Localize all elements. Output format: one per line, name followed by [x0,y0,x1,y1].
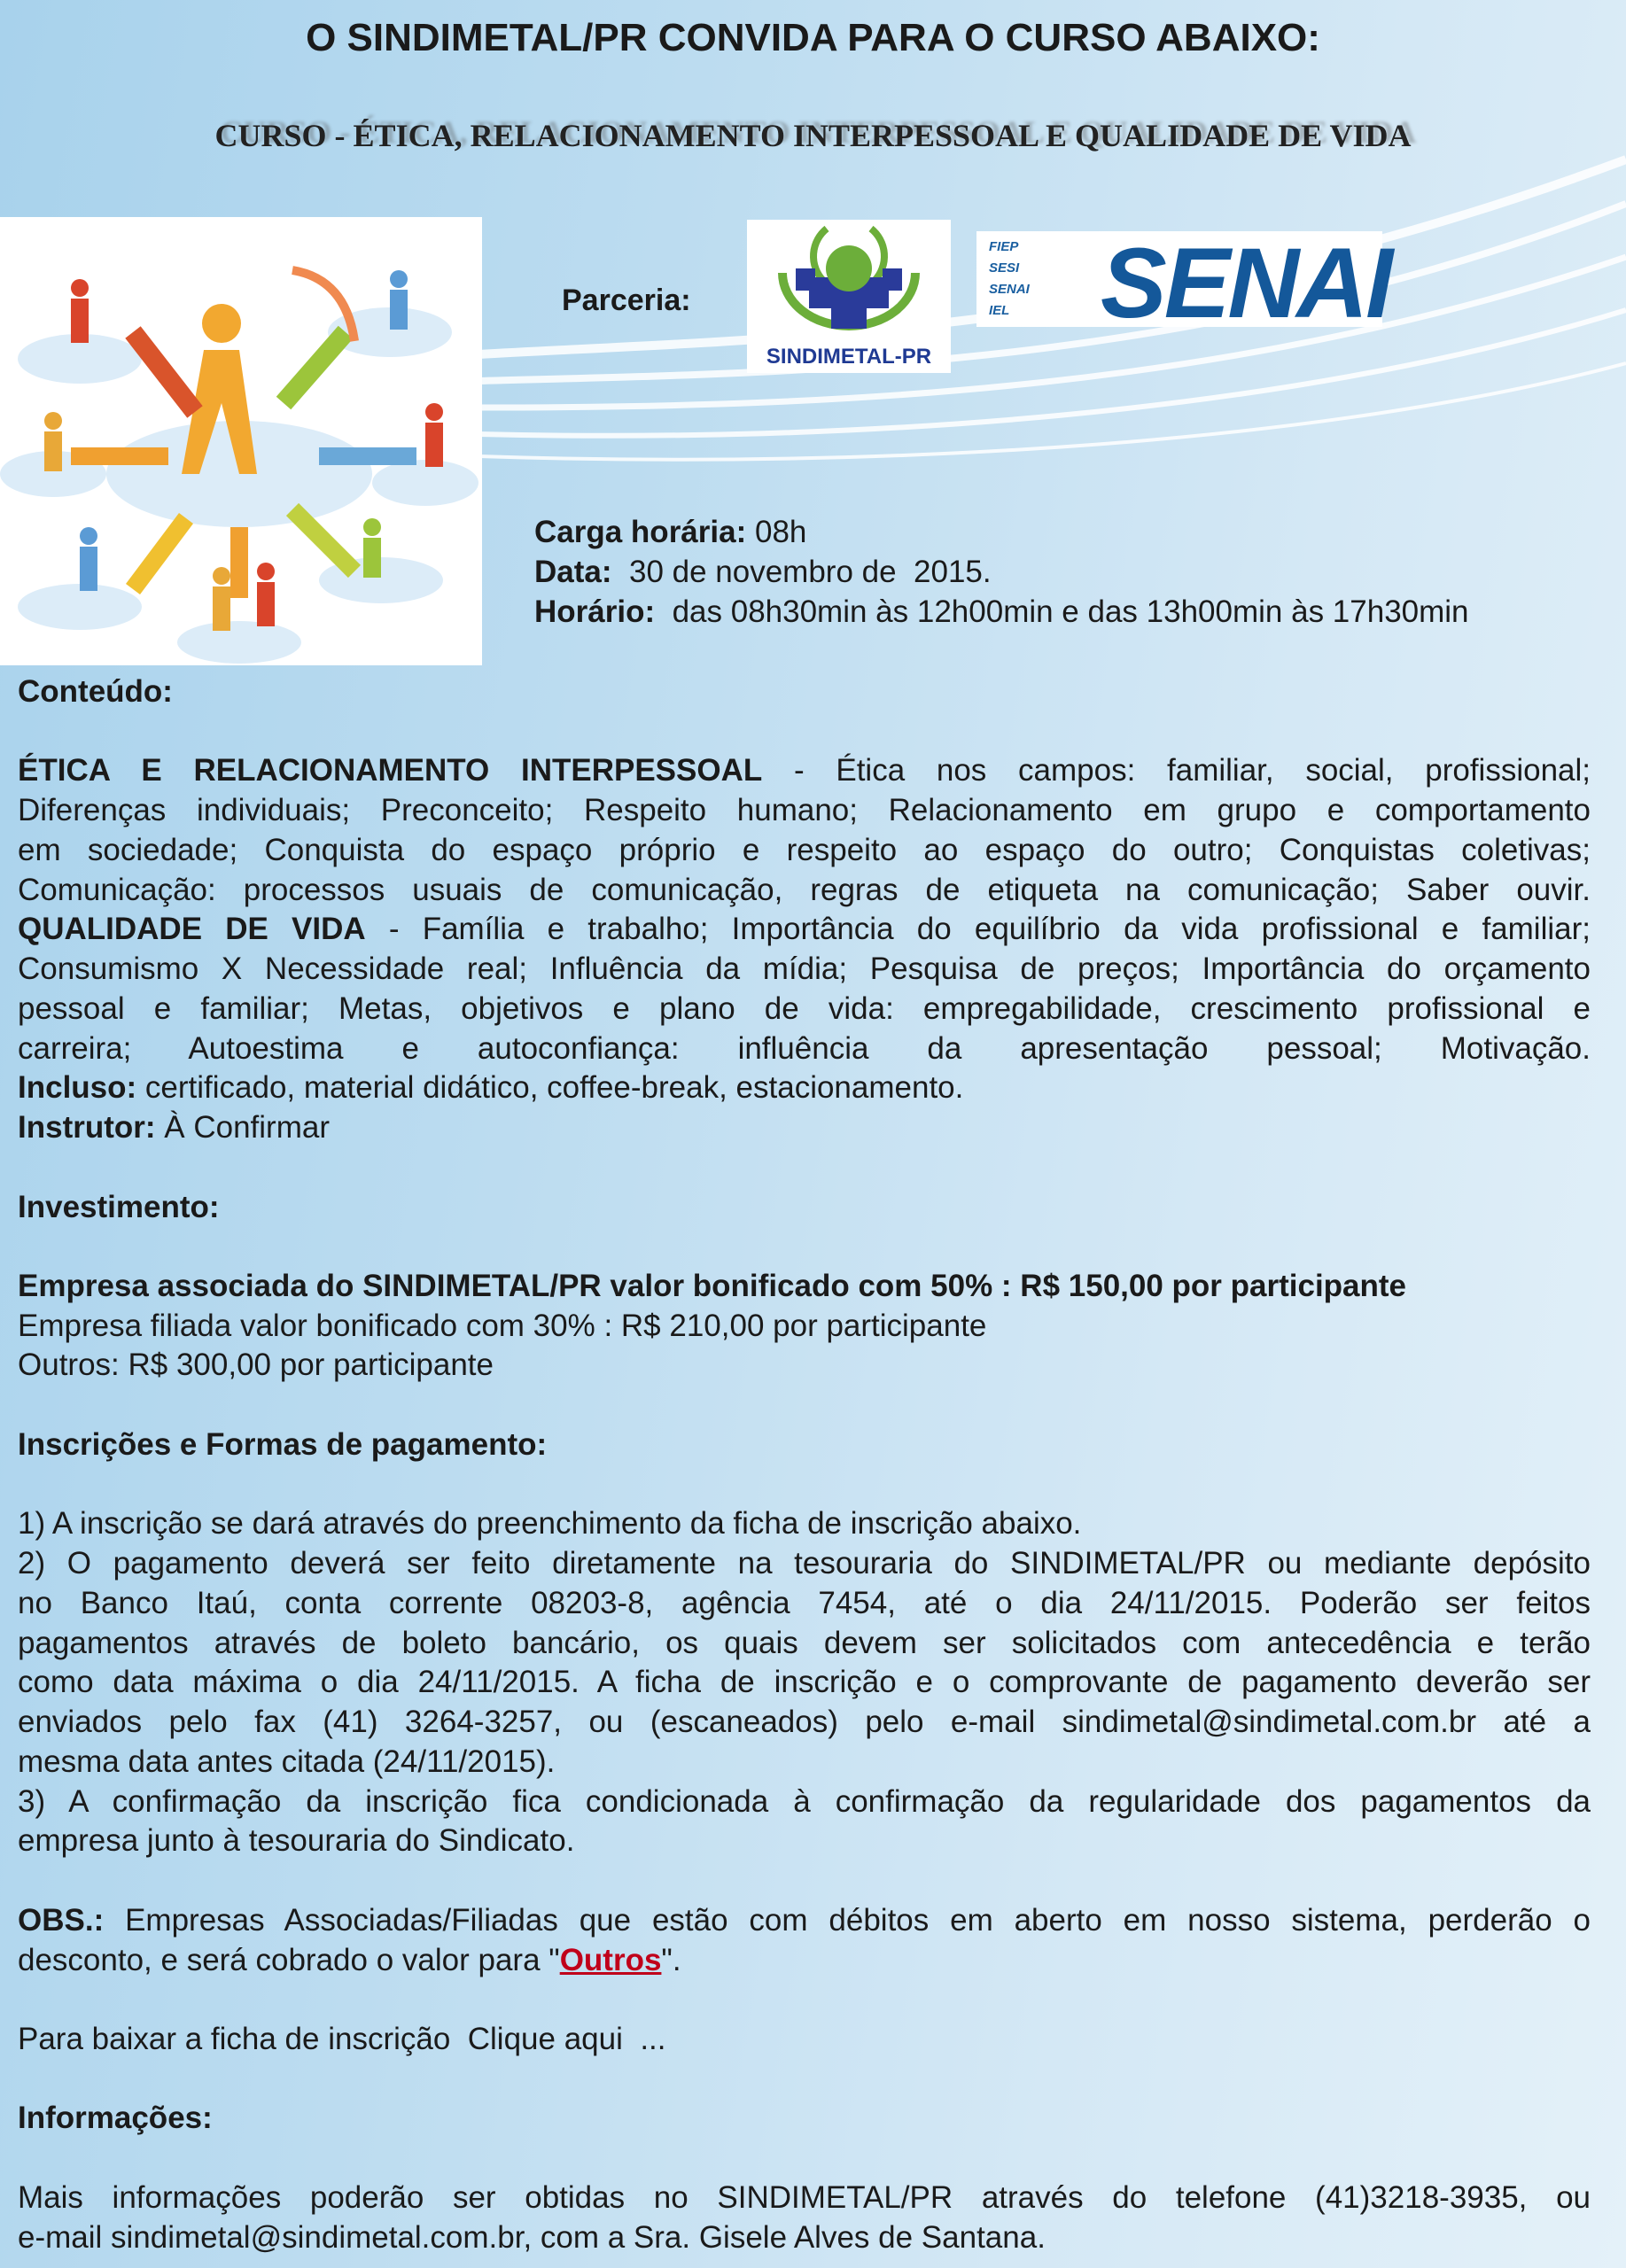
content-text: Diferenças individuais; Preconceito; Respeito humano; Relacionamento em grupo e comportamento [18,793,1591,828]
content-text: 2) O pagamento deverá ser feito diretamente na tesouraria do SINDIMETAL/PR ou mediante depósito [18,1546,1591,1581]
content-line [18,2179,1591,2218]
content-line [18,1901,1591,1941]
content-line [18,672,1591,712]
content-line [18,1068,1591,1108]
schedule-line [534,592,1469,632]
content-line [18,1821,1591,1861]
content-line [18,990,1591,1029]
content-line [18,1267,1591,1307]
content-line [18,712,1591,752]
content-line [18,2099,1591,2139]
fiep-text: FIEP [989,239,1019,254]
content-text: carreira; Autoestima e autoconfiança: influência da apresentação pessoal; Motivação. [18,1030,1591,1066]
content-text: mesma data antes citada (24/11/2015). [18,1744,556,1779]
content-line [18,1743,1591,1783]
content-line [18,1624,1591,1664]
course-title: CURSO - ÉTICA, RELACIONAMENTO INTERPESSOAL E QUALIDADE DE VIDA [214,118,1412,153]
content-text: - Ética nos campos: familiar, social, profissional; [762,753,1591,788]
content-heading: Inscrições e Formas de pagamento: [18,1426,548,1462]
content-text: Comunicação: processos usuais de comunicação, regras de etiqueta na comunicação; Saber ouvir. [18,872,1591,907]
content-line [18,1703,1591,1743]
content-line [18,950,1591,990]
content-line [18,1188,1591,1228]
content-text: Consumismo X Necessidade real; Influência da mídia; Pesquisa de preços; Importância do orçamento [18,951,1591,987]
content-text: 3) A confirmação da inscrição fica condicionada à confirmação da regularidade dos pagamentos da [18,1783,1591,1819]
content-line [18,1386,1591,1425]
content-line [18,1783,1591,1822]
date-value: 30 de novembro de 2015. [611,555,992,589]
content-heading: ÉTICA E RELACIONAMENTO INTERPESSOAL [18,753,763,788]
page-title: O SINDIMETAL/PR CONVIDA PARA O CURSO ABAIXO: [306,16,1320,59]
content-line [18,1108,1591,1148]
date-label: Data: [534,555,612,589]
content-text: certificado, material didático, coffee-break, estacionamento. [136,1070,964,1106]
course-info [534,512,1469,632]
content-text: no Banco Itaú, conta corrente 08203-8, agência 7454, até o dia 24/11/2015. Poderão ser feitos [18,1585,1591,1620]
content-line [18,1544,1591,1584]
content-text: como data máxima o dia 24/11/2015. A ficha de inscrição e o comprovante de pagamento deverão ser [18,1665,1591,1700]
content-line [18,791,1591,831]
course-content [18,672,1591,2257]
schedule-label: Horário: [534,594,656,629]
content-line [18,1346,1591,1386]
senai-small-text: SENAI [989,282,1030,297]
content-text: Empresa filiada valor bonificado com 30% : R$ 210,00 por participante [18,1308,987,1343]
content-line [18,1148,1591,1188]
content-heading: Investimento: [18,1189,220,1224]
content-text: - Família e trabalho; Importância do equilíbrio da vida profissional e familiar; [365,912,1591,947]
networking-illustration [0,217,482,665]
content-line [18,1980,1591,2020]
date-line [534,552,1469,592]
content-heading: Instrutor: [18,1110,156,1146]
content-line [18,2218,1591,2258]
iel-text: IEL [989,303,1010,318]
partnership-label: Parceria: [562,284,691,317]
content-text: empresa junto à tesouraria do Sindicato. [18,1823,575,1859]
content-heading: OBS.: [18,1902,105,1938]
content-heading: Informações: [18,2101,213,2136]
sindimetal-logo: SINDIMETAL-PR [747,220,951,373]
content-text: Mais informações poderão ser obtidas no SINDIMETAL/PR através do telefone (41)3218-3935, ou [18,2179,1591,2215]
content-text: pagamentos através de boleto bancário, os quais devem ser solicitados com antecedência e terão [18,1625,1591,1660]
content-line [18,1663,1591,1703]
content-text: Empresas Associadas/Filiadas que estão com débitos em aberto em nosso sistema, perderão o [104,1902,1591,1938]
content-text: À Confirmar [155,1110,330,1146]
content-text: ". [661,1942,681,1977]
content-line [18,871,1591,911]
content-heading: Conteúdo: [18,674,173,709]
content-line [18,2060,1591,2100]
content-line [18,1584,1591,1624]
content-line [18,2139,1591,2179]
sesi-text: SESI [989,260,1020,276]
content-line [18,1227,1591,1267]
content-heading: QUALIDADE DE VIDA [18,912,366,947]
content-line [18,1465,1591,1505]
content-line [18,1861,1591,1901]
content-line [18,1941,1591,1981]
workload-value: 08h [746,515,807,549]
content-text: enviados pelo fax (41) 3264-3257, ou (escaneados) pelo e-mail sindimetal@sindimetal.com.br até a [18,1705,1591,1740]
content-text: pessoal e familiar; Metas, objetivos e plano de vida: empregabilidade, crescimento profissional e [18,990,1591,1026]
content-heading: Empresa associada do SINDIMETAL/PR valor bonificado com 50% : R$ 150,00 por participante [18,1269,1407,1304]
outros-link[interactable]: Outros [559,1942,662,1977]
workload-label: Carga horária: [534,515,747,549]
content-line [18,1029,1591,1069]
content-text: Para baixar a ficha de inscrição Clique aqui ... [18,2021,666,2056]
content-line [18,1425,1591,1465]
content-line [18,831,1591,871]
schedule-value: das 08h30min às 12h00min e das 13h00min às 17h30min [655,594,1469,629]
content-line [18,2020,1591,2060]
content-line [18,1504,1591,1544]
content-text: desconto, e será cobrado o valor para " [18,1942,560,1977]
content-text: 1) A inscrição se dará através do preenchimento da ficha de inscrição abaixo. [18,1506,1082,1542]
senai-logo: FIEP SESI SENAI IEL SENAI [976,231,1382,327]
content-line [18,1307,1591,1347]
workload-line [534,512,1469,552]
content-text: em sociedade; Conquista do espaço próprio e respeito ao espaço do outro; Conquistas coletivas; [18,832,1591,867]
content-text: e-mail sindimetal@sindimetal.com.br, com a Sra. Gisele Alves de Santana. [18,2219,1046,2255]
content-line [18,751,1591,791]
content-line [18,910,1591,950]
content-text: Outros: R$ 300,00 por participante [18,1348,494,1383]
content-heading: Incluso: [18,1070,137,1106]
